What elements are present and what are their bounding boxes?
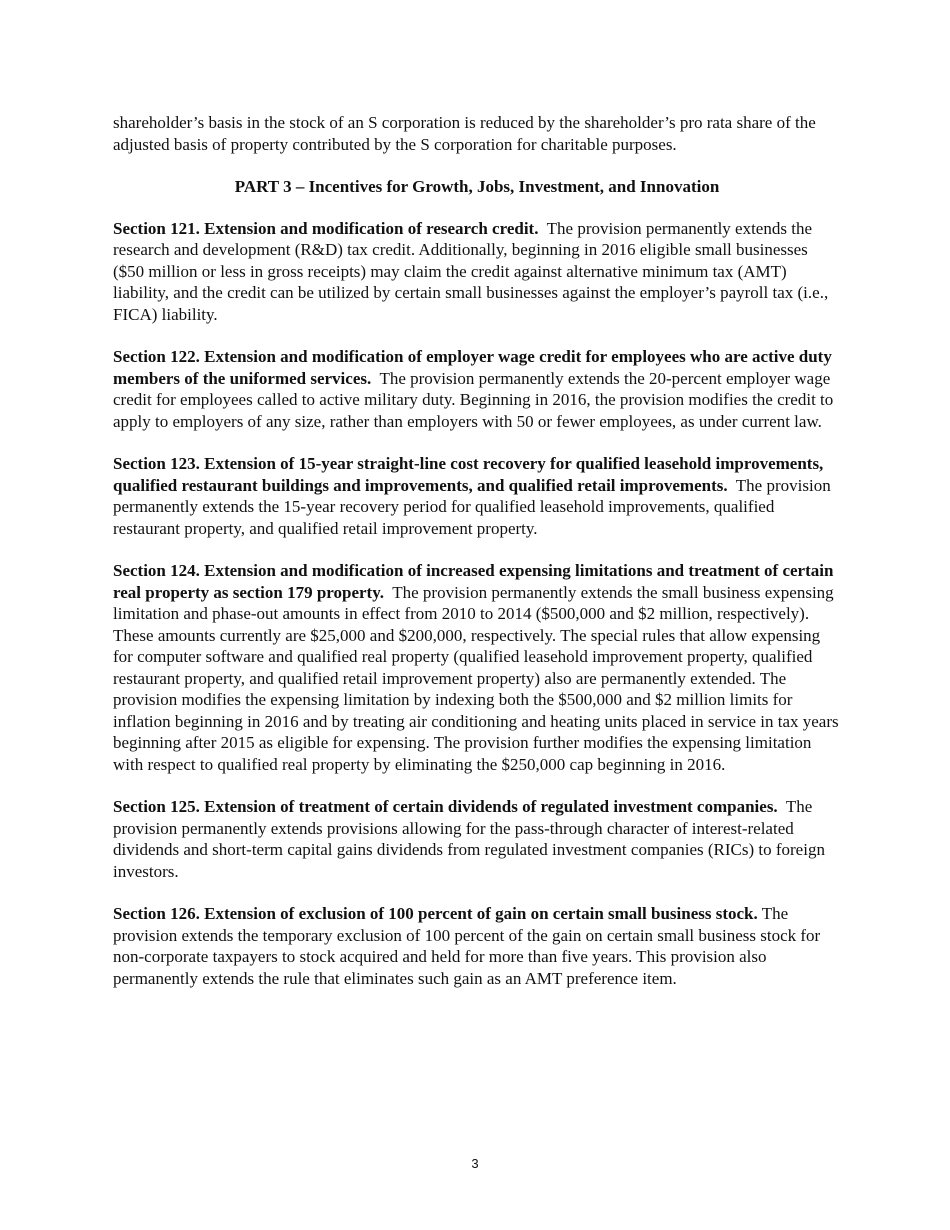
section-124-body: The provision permanently extends the small business expensing limitation and phase-out amounts in effect from 2010 to 2014 ($500,000 and $2 million, respectively). These amounts currently are $25,000 and $200,000, respectively. The special rules that allow expensing for computer software and qualified real property (qualified leasehold improvement property, qualified restaurant property, and qualified retail improvement property) also are permanently extended. The provision modifies the expensing limitation by indexing both the $500,000 and $2 million limits for inflation beginning in 2016 and by treating air conditioning and heating units placed in service in tax years beginning after 2015 as eligible for expensing. The provision further modifies the expensing limitation with respect to qualified real property by eliminating the $250,000 cap beginning in 2016. [113,582,839,774]
section-123-body: The provision permanently extends the 15-year recovery period for qualified leasehold improvements, qualified restaurant property, and qualified retail improvement property. [113,475,831,538]
section-125-paragraph [113,796,841,882]
intro-paragraph: shareholder’s basis in the stock of an S corporation is reduced by the shareholder’s pro rata share of the adjusted basis of property contributed by the S corporation for charitable purposes. [113,113,816,154]
section-126-body: The provision extends the temporary exclusion of 100 percent of the gain on certain small business stock for non-corporate taxpayers to stock acquired and held for more than five years. This provision also permanently extends the rule that eliminates such gain as an AMT preference item. [113,904,821,988]
section-121-paragraph [113,218,841,326]
page-number: 3 [471,1156,479,1171]
section-122-title: Section 122. Extension and modification of employer wage credit for employees who are active duty members of the uniformed services. [113,347,832,388]
section-121-body: The provision permanently extends the research and development (R&D) tax credit. Additionally, beginning in 2016 eligible small businesses ($50 million or less in gross receipts) may claim the credit against alternative minimum tax (AMT) liability, and the credit can be utilized by certain small businesses against the employer’s payroll tax (i.e., FICA) liability. [113,218,829,324]
section-123-paragraph [113,453,841,539]
section-121-title: Section 121. Extension and modification of research credit. [113,218,539,238]
section-125-title: Section 125. Extension of treatment of certain dividends of regulated investment companies. [113,797,778,816]
section-122-paragraph [113,346,841,432]
document-page [113,112,841,1010]
section-124-paragraph [113,560,841,775]
section-125-body: The provision permanently extends provisions allowing for the pass-through character of interest-related dividends and short-term capital gains dividends from regulated investment companies (RICs) to foreign investors. [113,797,825,881]
section-124-title: Section 124. Extension and modification of increased expensing limitations and treatment of certain real property as section 179 property. [113,561,834,602]
section-126-paragraph [113,903,841,989]
part-heading: PART 3 – Incentives for Growth, Jobs, Investment, and Innovation [234,177,720,196]
section-122-body: The provision permanently extends the 20-percent employer wage credit for employees called to active military duty. Beginning in 2016, the provision modifies the credit to apply to employers of any size, rather than employers with 50 or fewer employees, as under current law. [113,368,834,431]
section-123-title: Section 123. Extension of 15-year straight-line cost recovery for qualified leasehold improvements, qualified restaurant buildings and improvements, and qualified retail improvements. [113,454,824,495]
section-126-title: Section 126. Extension of exclusion of 100 percent of gain on certain small business stock. [113,904,758,923]
